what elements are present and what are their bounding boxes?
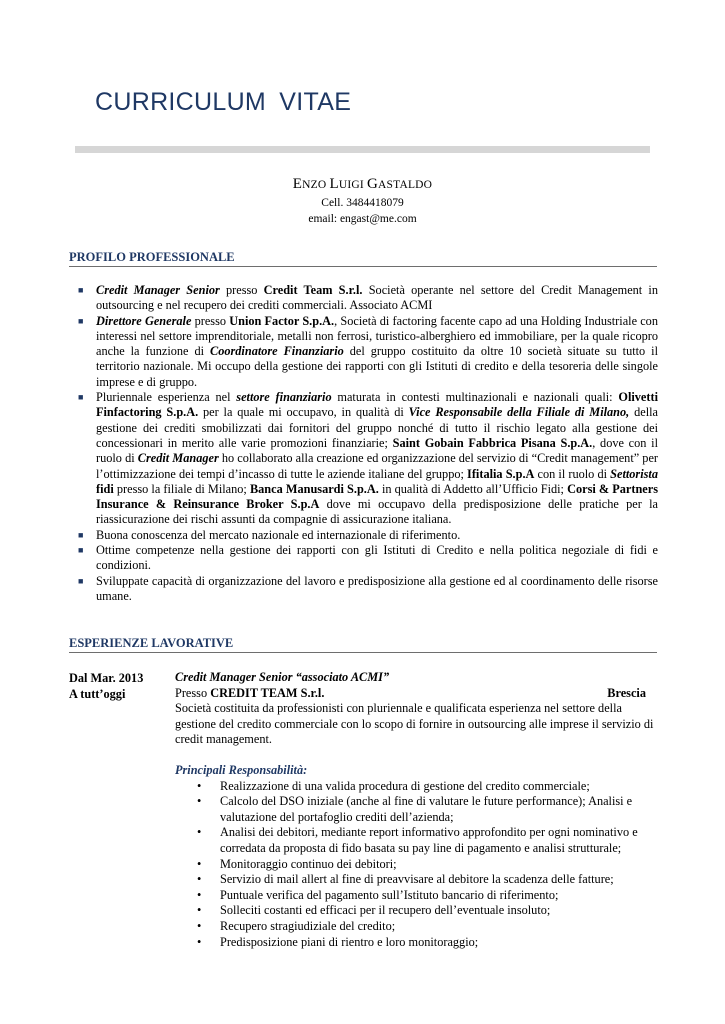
email-address: email: engast@me.com <box>308 213 417 225</box>
list-item: • Monitoraggio continuo dei debitori; <box>197 856 397 871</box>
phone-number: Cell. 3484418079 <box>321 197 404 209</box>
bullet-icon: • <box>197 918 202 933</box>
bullet-icon: • <box>197 794 202 809</box>
list-item: • Predisposizione piani di rientro e loro monitoraggio; <box>197 934 479 949</box>
name-part: E <box>292 176 303 192</box>
section-heading-profile: PROFILO PROFESSIONALE <box>69 250 657 267</box>
job-city: Brescia <box>607 685 646 700</box>
square-bullet-icon: ■ <box>78 545 84 556</box>
title-divider <box>75 146 650 153</box>
candidate-name <box>0 176 725 193</box>
job-date-from: Dal Mar. 2013 <box>69 671 144 685</box>
square-bullet-icon: ■ <box>78 285 84 295</box>
job-dates <box>69 670 143 702</box>
job-description: Società costituita da professionisti con pluriennale e qualificata esperienza nel settore della gestione del credito commerciale con lo scopo di fornire in outsourcing alle imprese il servizio di credit management. <box>175 701 654 747</box>
job-employer-row <box>175 686 660 702</box>
bullet-icon: • <box>197 825 202 840</box>
job-role: Credit Manager Senior “associato ACMI” <box>175 670 390 684</box>
list-item: ■ Credit Manager Senior presso Credit Team S.r.l. Società operante nel settore del Credit Management in outsourcing e nel recupero dei crediti commerciali. Associato ACMI <box>78 283 658 313</box>
list-item: • Servizio di mail allert al fine di preavvisare al debitore la scadenza delle fatture; <box>197 872 614 887</box>
bullet-icon: • <box>197 872 202 887</box>
list-item: • Realizzazione di una valida procedura di gestione del credito commerciale; <box>197 778 590 793</box>
list-item: ■ Ottime competenze nella gestione dei rapporti con gli Istituti di Credito e nella politica negoziale di fidi e condizioni. <box>78 543 658 573</box>
bullet-icon: • <box>197 856 202 871</box>
bullet-icon: • <box>197 903 202 918</box>
square-bullet-icon: ■ <box>78 315 84 326</box>
list-item: • Solleciti costanti ed efficaci per il recupero dell’eventuale insoluto; <box>197 903 551 918</box>
list-item: ■ Buona conoscenza del mercato nazionale ed internazionale di riferimento. <box>78 527 461 542</box>
name-part: NZO <box>302 179 330 191</box>
list-item: ■ Pluriennale esperienza nel settore finanziario maturata in contesti multinazionali e nazionali quali: Olivetti Finfactoring S.p.A. per la quale mi occupavo, in qualità di Vice Responsabile della Filiale di Milano, della gestione dei crediti smobilizzati dai fornitori del gruppo nonché di tutto il rischio legato alla gestione dei concessionari in merito alle varie promozioni finanziarie; Saint Gobain Fabbrica Pisana S.p.A., dove con il ruolo di Credit Manager ho collaborato alla creazione ed organizzazione del servizio di “Credit management” per l’ottimizzazione dei tempi d’incasso di tutte le aziende italiane del gruppo; Ifitalia S.p.A con il ruolo di Settorista fidi presso la filiale di Milano; Banca Manusardi S.p.A. in qualità di Addetto all’Ufficio Fidi; Corsi & Partners Insurance & Reinsurance Broker S.p.A dove mi occupavo della predisposizione delle pratiche per la riassicurazione dei rischi assunti da compagnie di assicurazione italiana. <box>78 390 659 527</box>
job-employer: Presso CREDIT TEAM S.r.l. <box>175 685 325 700</box>
job-details <box>175 670 660 950</box>
section-heading-experience: ESPERIENZE LAVORATIVE <box>69 636 657 653</box>
square-bullet-icon: ■ <box>78 575 84 586</box>
bullet-icon: • <box>197 887 202 902</box>
list-item: • Recupero stragiudiziale del credito; <box>197 918 396 933</box>
list-item: ■ Direttore Generale presso Union Factor S.p.A., Società di factoring facente capo ad una Holding Industriale con interessi nel settore imprenditoriale, metalli non ferrosi, turistico-alberghiero ed immobiliare, per la quale ricopro anche la funzione di Coordinatore Finanziario del gruppo costituito da oltre 10 società situate su tutto il territorio nazionale. Mi occupo della gestione dei rapporti con gli Istituti di credito e della tesoreria delle singole imprese e di gruppo. <box>78 313 658 389</box>
responsibilities-heading: Principali Responsabilità: <box>175 762 308 777</box>
name-part: ASTALDO <box>378 179 433 191</box>
name-part: L <box>329 176 339 192</box>
square-bullet-icon: ■ <box>78 392 84 403</box>
responsibilities-list <box>175 779 660 951</box>
candidate-name-full <box>0 0 1 1</box>
list-item: • Calcolo del DSO iniziale (anche al fine di valutare le future performance); Analisi e valutazione del portafoglio crediti dell’azienda; <box>197 794 633 824</box>
list-item: • Puntuale verifica del pagamento sull’Istituto bancario di riferimento; <box>197 887 559 902</box>
list-item: ■ Sviluppate capacità di organizzazione del lavoro e predisposizione alla gestione ed al coordinamento delle risorse umane. <box>78 573 658 603</box>
name-part: UIGI <box>338 179 367 191</box>
bullet-icon: • <box>197 778 202 793</box>
job-date-to: A tutt’oggi <box>69 687 126 701</box>
square-bullet-icon: ■ <box>78 529 84 540</box>
name-part: G <box>367 176 379 192</box>
page-title: CURRICULUM VITAE <box>95 88 352 116</box>
profile-list <box>78 283 658 604</box>
list-item: • Analisi dei debitori, mediante report informativo approfondito per ogni nominativo e corredata da proposta di fido basata su pay line di pagamento e analisi strutturale; <box>197 825 638 855</box>
bullet-icon: • <box>197 934 202 949</box>
